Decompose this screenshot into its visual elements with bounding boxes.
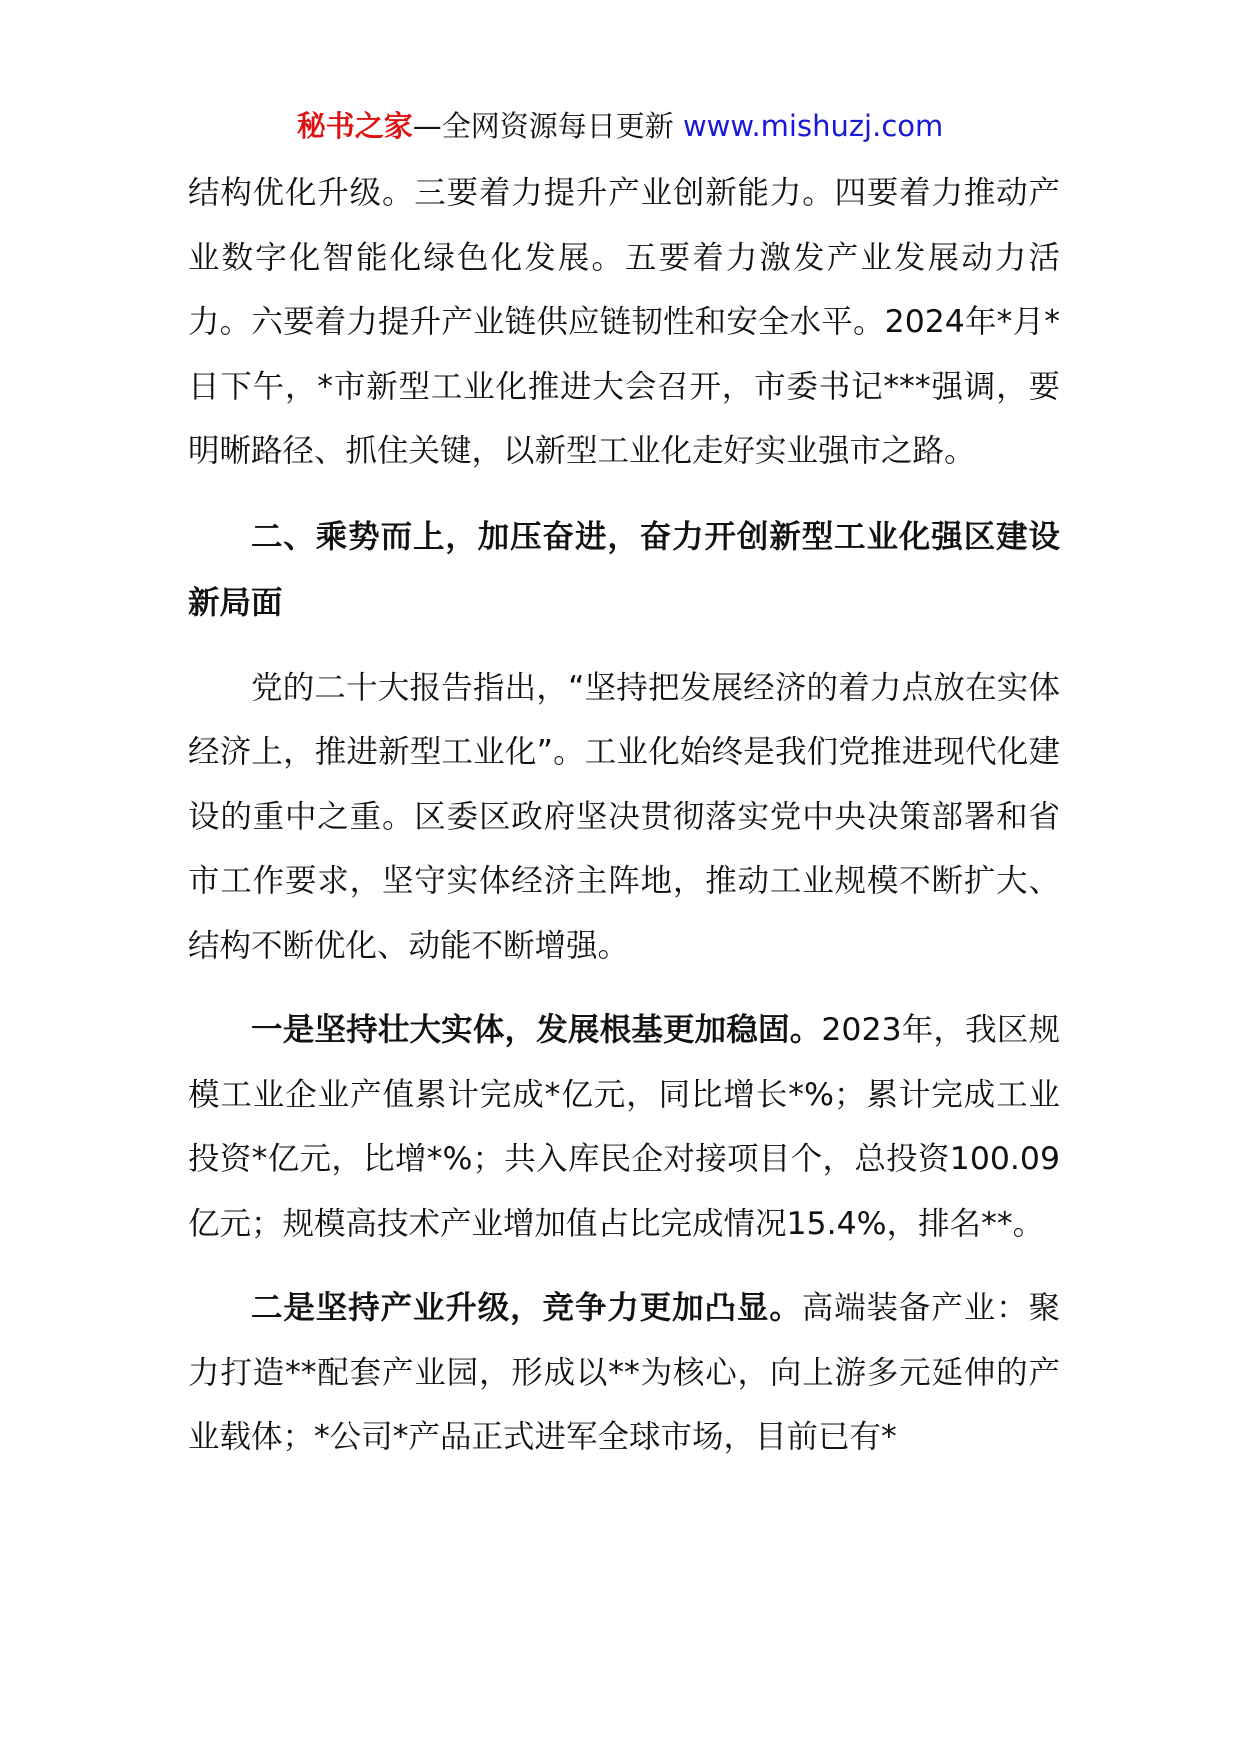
section-heading: 二、乘势而上，加压奋进，奋力开创新型工业化强区建设新局面 xyxy=(188,518,1060,621)
document-body xyxy=(188,161,1060,1470)
point-2-lead: 二是坚持产业升级，竞争力更加凸显。 xyxy=(251,1290,802,1326)
paragraph-point-1 xyxy=(188,998,1060,1256)
header-brand: 秘书之家 xyxy=(296,109,413,143)
header-tagline: —全网资源每日更新 xyxy=(412,109,683,143)
page-header xyxy=(0,106,1240,146)
point-1-lead: 一是坚持壮大实体，发展根基更加稳固。 xyxy=(251,1012,822,1048)
header-url-link[interactable]: www.mishuzj.com xyxy=(682,109,944,143)
paragraph-continued: 结构优化升级。三要着力提升产业创新能力。四要着力推动产业数字化智能化绿色化发展。五要着力激发产业发展动力活力。六要着力提升产业链供应链韧性和安全水平。2024年*月*日下午，*市新型工业化推进大会召开，市委书记***强调，要明晰路径、抓住关键，以新型工业化走好实业强市之路。 xyxy=(188,175,1060,469)
point-2-body: 高端装备产业：聚力打造**配套产业园，形成以**为核心，向上游多元延伸的产业载体；*公司*产品正式进军全球市场，目前已有* xyxy=(188,1290,1060,1455)
paragraph-point-2 xyxy=(188,1276,1060,1470)
paragraph-intro: 党的二十大报告指出，“坚持把发展经济的着力点放在实体经济上，推进新型工业化”。工业化始终是我们党推进现代化建设的重中之重。区委区政府坚决贯彻落实党中央决策部署和省市工作要求，坚守实体经济主阵地，推动工业规模不断扩大、结构不断优化、动能不断增强。 xyxy=(188,669,1060,964)
point-1-body: 2023年，我区规模工业企业产值累计完成*亿元，同比增长*%；累计完成工业投资*亿元，比增*%；共入库民企对接项目个，总投资100.09亿元；规模高技术产业增加值占比完成情况15.4%，排名**。 xyxy=(188,1012,1060,1242)
